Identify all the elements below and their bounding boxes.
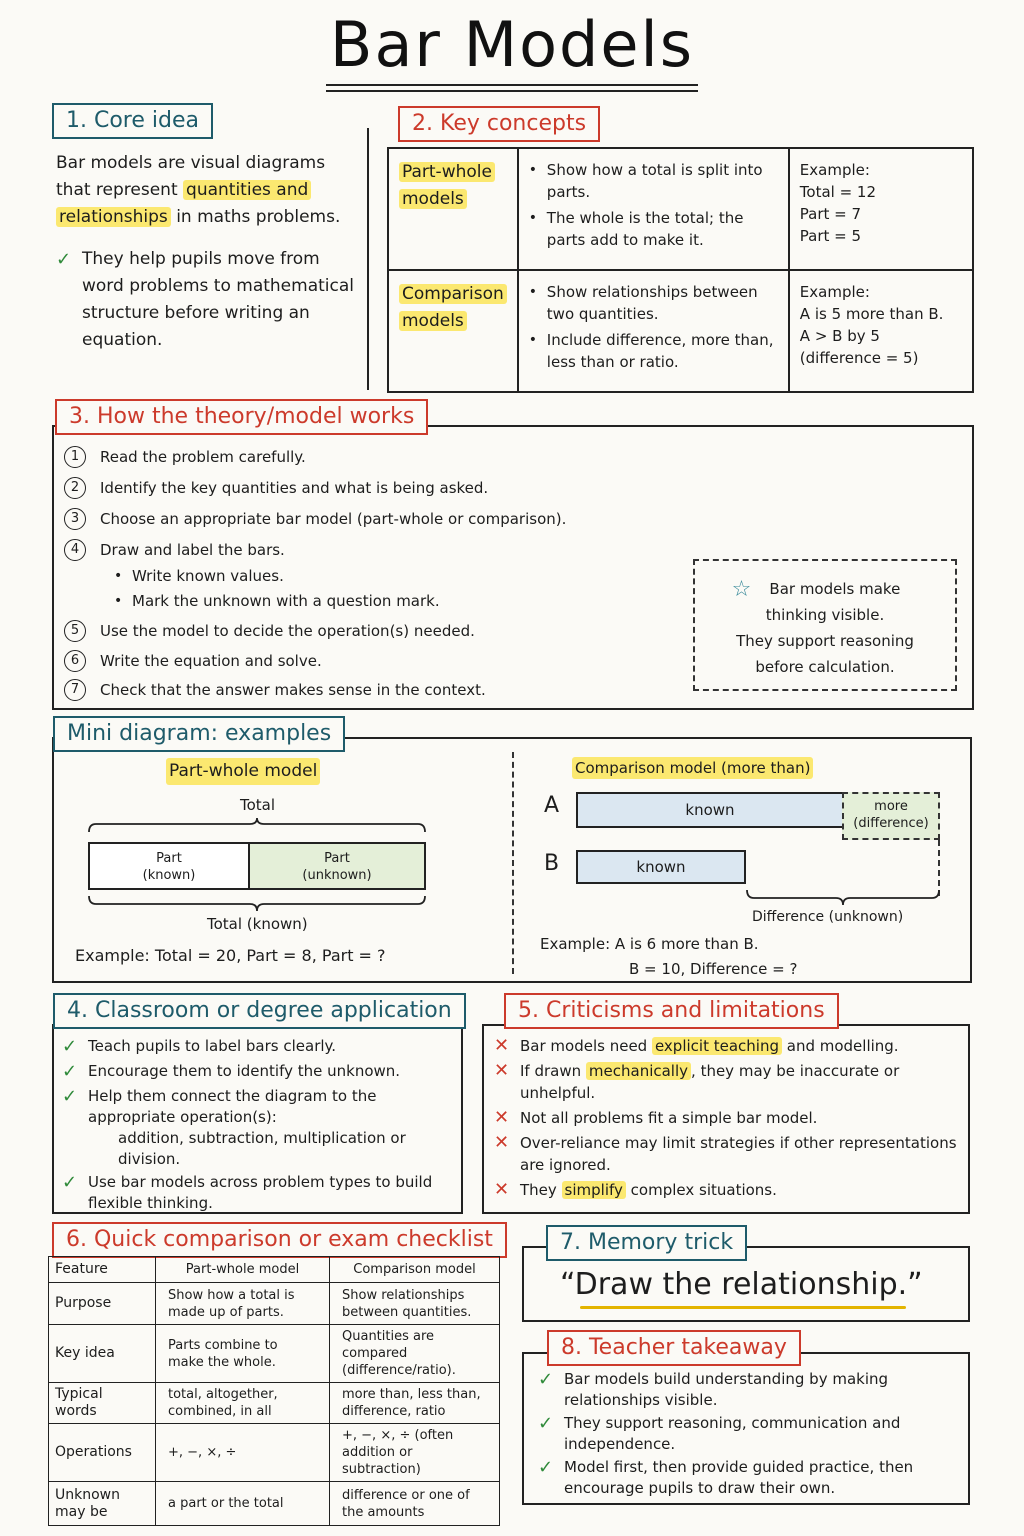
step-number: 1 (64, 446, 86, 468)
check-icon: ✓ (62, 1086, 78, 1107)
list-item (494, 1107, 964, 1129)
list-item (64, 650, 684, 679)
key-row1-name (388, 148, 518, 270)
check-icon: ✓ (538, 1413, 554, 1434)
step-number: 2 (64, 477, 86, 499)
list-text: Bar models build understanding by making relationships visible. (564, 1370, 889, 1409)
note-text: They support reasoning (736, 632, 914, 650)
checklist-table (48, 1256, 500, 1526)
star-icon: ☆ (731, 577, 752, 602)
how-it-works-heading: 3. How the theory/model works (55, 399, 428, 435)
list-item (64, 539, 684, 565)
comparison-label-2: models (399, 311, 467, 331)
core-text-part1: Bar models are visual diagrams that represent (56, 153, 326, 200)
check-icon: ✓ (62, 1172, 78, 1193)
pw-part-unknown (248, 842, 426, 890)
checklist-heading: 6. Quick comparison or exam checklist (52, 1222, 507, 1258)
table-row (49, 1283, 500, 1325)
table-cell: Quantities are compared (difference/ratio). (330, 1325, 500, 1383)
list-item (62, 1061, 458, 1082)
key-concepts-table (387, 147, 974, 393)
table-cell: difference or one of the amounts (330, 1482, 500, 1526)
core-idea-heading: 1. Core idea (52, 103, 213, 139)
memory-underline (580, 1306, 906, 1309)
table-row (49, 1325, 500, 1383)
table-row (49, 1383, 500, 1424)
comparison-example-1: Example: A is 6 more than B. (540, 935, 759, 953)
table-cell: Purpose (49, 1283, 156, 1325)
example-line: A > B by 5 (799, 327, 880, 345)
comparison-bar-a: known (576, 792, 844, 828)
key-row2-example (789, 270, 973, 392)
key-concepts-heading: 2. Key concepts (398, 106, 600, 142)
takeaway-heading: 8. Teacher takeaway (547, 1330, 801, 1366)
crit-highlight: simplify (562, 1181, 626, 1199)
table-cell: Show how a total is made up of parts. (156, 1283, 330, 1325)
bar-label: (unknown) (302, 868, 372, 883)
check-icon: ✓ (538, 1369, 554, 1390)
table-cell: Show relationships between quantities. (330, 1283, 500, 1325)
list-item (62, 1086, 458, 1128)
part-whole-label-2: models (399, 189, 467, 209)
list-item (494, 1035, 964, 1057)
application-heading: 4. Classroom or degree application (53, 993, 466, 1029)
step-text: Write the equation and solve. (100, 652, 322, 670)
mini-divider (512, 752, 514, 974)
sub-step-text: Mark the unknown with a question mark. (132, 592, 440, 610)
table-header: Comparison model (330, 1257, 500, 1283)
cross-icon: ✕ (494, 1179, 510, 1200)
cross-icon: ✕ (494, 1107, 510, 1128)
crit-highlight: mechanically (586, 1062, 691, 1080)
note-text: Bar models make (769, 580, 901, 598)
example-line: (difference = 5) (799, 349, 919, 367)
part-whole-title: Part-whole model (166, 758, 320, 785)
list-item (494, 1132, 964, 1176)
step-text: Draw and label the bars. (100, 541, 285, 559)
example-label: Example: (799, 283, 870, 301)
table-cell: Parts combine to make the whole. (156, 1325, 330, 1383)
comparison-more-box (842, 792, 940, 840)
table-cell: Unknown may be (49, 1482, 156, 1526)
key-row1-example (789, 148, 973, 270)
example-label: Example: (799, 161, 870, 179)
step-text: Read the problem carefully. (100, 448, 306, 466)
cross-icon: ✕ (494, 1060, 510, 1081)
list-item: • Include difference, more than, less than or ratio. (529, 329, 778, 373)
step-text: Check that the answer makes sense in the context. (100, 681, 486, 699)
list-item: • The whole is the total; the parts add to make it. (529, 207, 778, 251)
list-item (64, 620, 684, 650)
list-item (64, 477, 684, 508)
table-row (49, 1424, 500, 1482)
table-header: Part-whole model (156, 1257, 330, 1283)
example-line: Total = 12 (799, 183, 877, 201)
table-row (49, 1482, 500, 1526)
crit-highlight: explicit teaching (652, 1037, 782, 1055)
table-cell: Operations (49, 1424, 156, 1482)
table-cell: Typical words (49, 1383, 156, 1424)
step-number: 6 (64, 650, 86, 672)
mini-diagram-heading: Mini diagram: examples (53, 716, 345, 752)
core-point-text: They help pupils move from word problems to mathematical structure before writing an equation. (82, 249, 354, 350)
comparison-a-label: A (544, 793, 560, 818)
core-text-part2: in maths problems. (170, 207, 341, 227)
step-number: 4 (64, 539, 86, 561)
note-text: thinking visible. (765, 606, 885, 624)
criticisms-heading: 5. Criticisms and limitations (504, 993, 839, 1029)
memory-heading: 7. Memory trick (546, 1225, 747, 1261)
check-icon: ✓ (62, 1061, 78, 1082)
criticisms-list (494, 1035, 964, 1201)
list-text: Use bar models across problem types to build flexible thinking. (88, 1173, 433, 1212)
bar-label: Part (156, 851, 182, 866)
list-item (494, 1060, 964, 1104)
example-line: A is 5 more than B. (799, 305, 944, 323)
core-idea-text (56, 150, 356, 231)
example-line: Part = 7 (799, 205, 862, 223)
checklist-table-wrap (48, 1256, 500, 1526)
list-item (64, 679, 684, 708)
table-cell: more than, less than, difference, ratio (330, 1383, 500, 1424)
crit-text: complex situations. (625, 1181, 777, 1199)
comparison-diff-label: Difference (unknown) (752, 909, 904, 925)
list-item: • Write known values. (114, 567, 284, 585)
table-cell: a part or the total (156, 1482, 330, 1526)
list-item (538, 1369, 958, 1411)
crit-text: , they may be inaccurate or unhelpful. (520, 1062, 900, 1102)
check-icon: ✓ (538, 1457, 554, 1478)
check-icon: ✓ (62, 1036, 78, 1057)
more-label: more (874, 799, 908, 814)
comparison-label: Comparison (399, 284, 507, 304)
comparison-b-label: B (544, 851, 560, 876)
comparison-diff-brace (744, 888, 942, 908)
pw-top-brace (86, 816, 428, 836)
title-underline (326, 84, 698, 86)
table-cell: total, altogether, combined, in all (156, 1383, 330, 1424)
sub-step-text: Write known values. (132, 567, 284, 585)
key-bullet: Show relationships between two quantities. (546, 283, 758, 323)
list-item (62, 1172, 458, 1214)
pw-bottom-brace (86, 894, 428, 914)
table-cell: +, −, ×, ÷ (often addition or subtraction) (330, 1424, 500, 1482)
crit-text: Not all problems fit a simple bar model. (520, 1109, 818, 1127)
crit-text: Over-reliance may limit strategies if other representations are ignored. (520, 1134, 957, 1174)
bar-label: (known) (142, 868, 196, 883)
step-text: Choose an appropriate bar model (part-whole or comparison). (100, 510, 567, 528)
step-number: 3 (64, 508, 86, 530)
list-text: Encourage them to identify the unknown. (88, 1062, 401, 1080)
key-bullet: Show how a total is split into parts. (546, 161, 763, 201)
list-item: • Show how a total is split into parts. (529, 159, 778, 203)
title-underline-2 (326, 90, 698, 92)
note-box (693, 559, 957, 691)
cross-icon: ✕ (494, 1132, 510, 1153)
comparison-bar-b: known (576, 850, 746, 884)
note-text: before calculation. (755, 658, 895, 676)
crit-text: They (520, 1181, 562, 1199)
list-text: Teach pupils to label bars clearly. (88, 1037, 337, 1055)
list-text: They support reasoning, communication and independence. (564, 1414, 901, 1453)
key-row2-name (388, 270, 518, 392)
key-bullet: Include difference, more than, less than or ratio. (546, 331, 774, 371)
check-icon: ✓ (56, 249, 72, 270)
part-whole-label: Part-whole (399, 162, 495, 182)
list-item: • Mark the unknown with a question mark. (114, 592, 440, 610)
core-highlight-relationships: relationships (56, 207, 171, 227)
key-concepts-divider (367, 128, 369, 390)
list-item (62, 1036, 458, 1057)
core-highlight-quantities: quantities and (183, 180, 311, 200)
key-row1-bullets (518, 148, 789, 270)
step-text: Use the model to decide the operation(s) needed. (100, 622, 475, 640)
pw-part-known (88, 842, 250, 890)
list-item (64, 508, 684, 539)
page-title: Bar Models (329, 8, 695, 81)
crit-text: If drawn (520, 1062, 586, 1080)
more-label: (difference) (853, 816, 929, 831)
memory-quote: “Draw the relationship.” (560, 1267, 923, 1302)
crit-text: and modelling. (781, 1037, 899, 1055)
list-item (64, 446, 684, 477)
table-cell: +, −, ×, ÷ (156, 1424, 330, 1482)
core-idea-point (56, 246, 356, 354)
step-text: Identify the key quantities and what is being asked. (100, 479, 489, 497)
note-line-1 (695, 575, 955, 602)
step-number: 5 (64, 620, 86, 642)
comparison-title: Comparison model (more than) (572, 757, 813, 779)
list-item (538, 1413, 958, 1455)
takeaway-list (538, 1369, 958, 1499)
cross-icon: ✕ (494, 1035, 510, 1056)
table-cell: Key idea (49, 1325, 156, 1383)
how-steps (64, 446, 684, 708)
list-text: Model first, then provide guided practice, then encourage pupils to draw their own. (564, 1458, 914, 1497)
key-row2-bullets (518, 270, 789, 392)
list-item: • Show relationships between two quantities. (529, 281, 778, 325)
list-text: Help them connect the diagram to the appropriate operation(s): (88, 1087, 377, 1126)
list-item (538, 1457, 958, 1499)
pw-total-label: Total (240, 796, 276, 814)
table-header: Feature (49, 1257, 156, 1283)
list-item (494, 1179, 964, 1201)
key-bullet: The whole is the total; the parts add to make it. (546, 209, 744, 249)
pw-example: Example: Total = 20, Part = 8, Part = ? (75, 946, 386, 965)
example-line: Part = 5 (799, 227, 862, 245)
pw-total-known-label: Total (known) (207, 915, 308, 933)
comparison-example-2: B = 10, Difference = ? (629, 960, 798, 978)
step-number: 7 (64, 679, 86, 701)
operations-text: addition, subtraction, multiplication or division. (118, 1129, 406, 1168)
application-list (62, 1036, 458, 1214)
bar-label: Part (324, 851, 350, 866)
crit-text: Bar models need (520, 1037, 652, 1055)
